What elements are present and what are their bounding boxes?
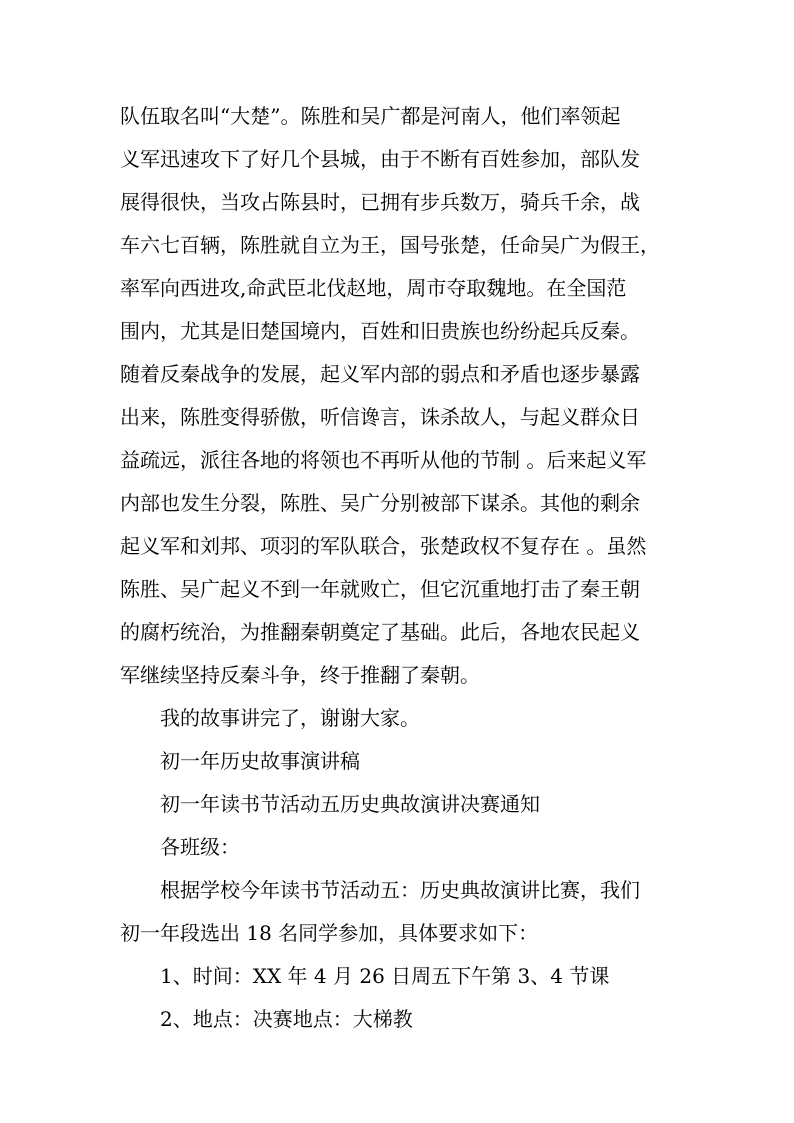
text-line: 根据学校今年读书节活动五：历史典故演讲比赛，我们: [160, 878, 640, 902]
notice-title: 初一年读书节活动五历史典故演讲决赛通知: [160, 792, 540, 816]
list-item-time: 1、时间：XX 年 4 月 26 日周五下午第 3、4 节课: [160, 964, 610, 988]
text-line: 陈胜、吴广起义不到一年就败亡，但它沉重地打击了秦王朝: [120, 577, 640, 601]
list-item-location: 2、地点：决赛地点：大梯教: [160, 1007, 413, 1031]
text-line: 随着反秦战争的发展，起义军内部的弱点和矛盾也逐步暴露: [120, 362, 640, 386]
text-line: 出来，陈胜变得骄傲，听信谗言，诛杀故人，与起义群众日: [120, 405, 640, 429]
text-line: 初一年段选出 18 名同学参加，具体要求如下：: [120, 921, 539, 945]
text-line: 起义军和刘邦、项羽的军队联合，张楚政权不复存在 。虽然: [120, 534, 647, 558]
text-line: 队伍取名叫“大楚”。陈胜和吴广都是河南人，他们率领起: [120, 104, 621, 128]
text-line: 率军向西进攻,命武臣北伐赵地，周市夺取魏地。在全国范: [120, 276, 627, 300]
text-line: 的腐朽统治，为推翻秦朝奠定了基础。此后，各地农民起义: [120, 620, 640, 644]
text-line: 内部也发生分裂，陈胜、吴广分别被部下谋杀。其他的剩余: [120, 491, 640, 515]
text-line: 车六七百辆，陈胜就自立为王，国号张楚，任命吴广为假王，: [120, 233, 660, 257]
text-line: 义军迅速攻下了好几个县城，由于不断有百姓参加，部队发: [120, 147, 640, 171]
section-title: 初一年历史故事演讲稿: [160, 749, 360, 773]
text-line: 军继续坚持反秦斗争，终于推翻了秦朝。: [120, 663, 480, 687]
closing-line: 我的故事讲完了，谢谢大家。: [160, 706, 420, 730]
text-line: 展得很快，当攻占陈县时，已拥有步兵数万，骑兵千余，战: [120, 190, 640, 214]
text-line: 益疏远，派往各地的将领也不再听从他的节制 。后来起义军: [120, 448, 647, 472]
salutation: 各班级：: [160, 835, 240, 859]
text-line: 围内，尤其是旧楚国境内，百姓和旧贵族也纷纷起兵反秦。: [120, 319, 640, 343]
